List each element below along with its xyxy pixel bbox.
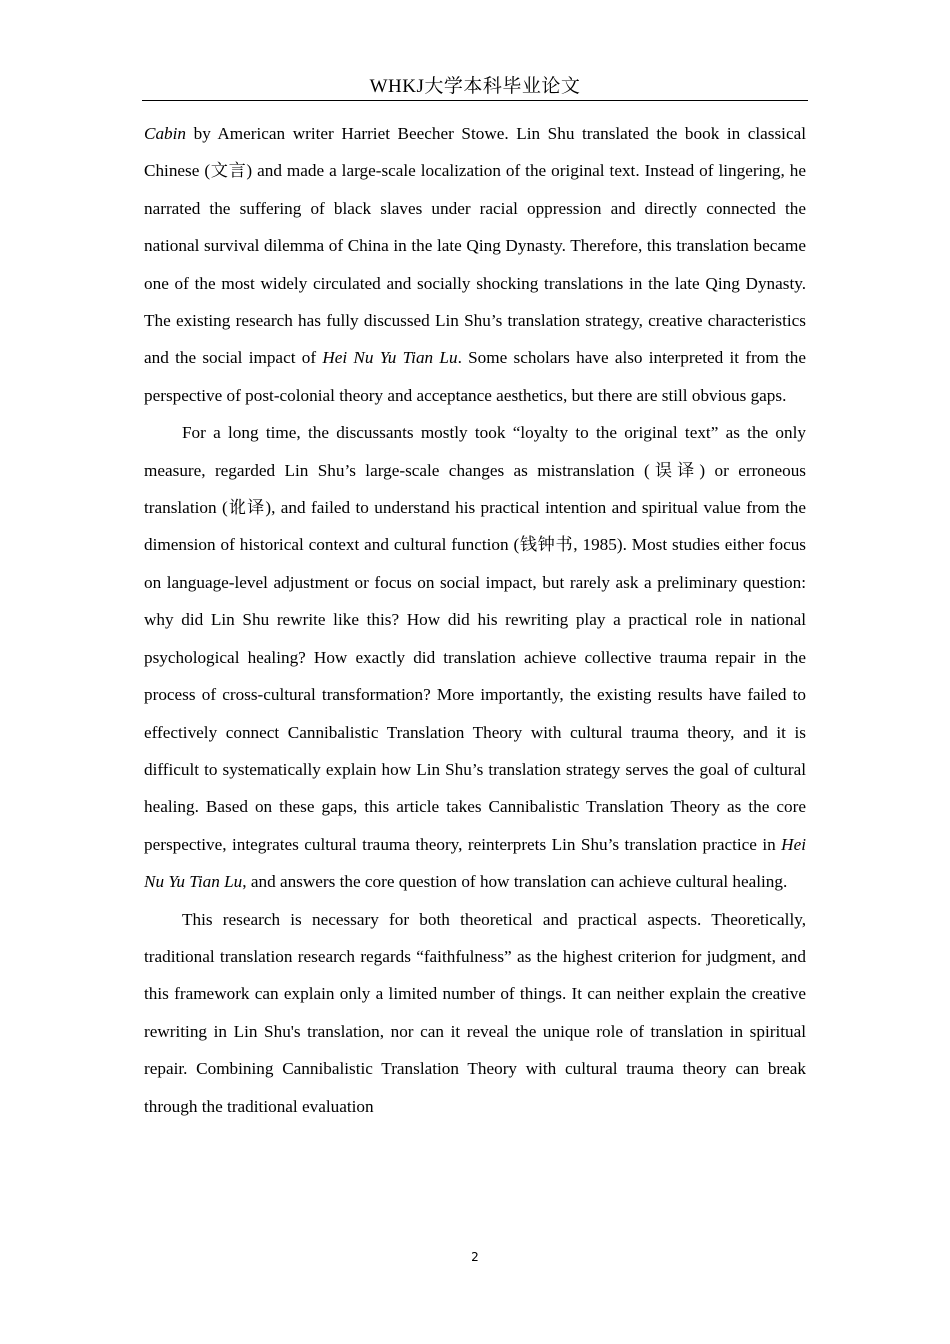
text-run: For a long time, the discussants mostly took “loyalty to the original text” as the only measure, regarded Lin Shu’s large-scale changes as mistranslation (误译) or erroneous translation (讹译), and failed to understand his practical intention and spiritual value from the dimension of historical context and cultural function (钱钟书, 1985). Most studies either focus on language-level adjustment or focus on social impact, but rarely ask a preliminary question: why did Lin Shu rewrite like this? How did his rewriting play a practical role in national psychological healing? How exactly did translation achieve collective trauma repair in the process of cross-cultural transformation? More importantly, the existing results have failed to effectively connect Cannibalistic Translation Theory with cultural trauma theory, and it is difficult to systematically explain how Lin Shu’s translation strategy serves the goal of cultural healing. Based on these gaps, this article takes Cannibalistic Translation Theory as the core perspective, integrates cultural trauma theory, reinterprets Lin Shu’s translation practice in bbox=[144, 423, 806, 854]
text-run: , and answers the core question of how translation can achieve cultural healing. bbox=[242, 872, 788, 892]
book-title: Hei Nu Yu Tian Lu bbox=[322, 348, 458, 368]
paragraph-2 bbox=[144, 414, 806, 900]
page-number: 2 bbox=[471, 1250, 479, 1264]
body-text bbox=[144, 115, 806, 1125]
text-run: This research is necessary for both theoretical and practical aspects. Theoretically, traditional translation research regards “faithfulness” as the highest criterion for judgment, and this framework can explain only a limited number of things. It can neither explain the creative rewriting in Lin Shu's translation, nor can it reveal the unique role of translation in spiritual repair. Combining Cannibalistic Translation Theory with cultural trauma theory can break through the traditional evaluation bbox=[144, 909, 806, 1116]
header-divider bbox=[142, 100, 808, 101]
paragraph-3 bbox=[144, 901, 806, 1125]
book-title: Hei Nu Yu Tian Lu bbox=[144, 834, 806, 892]
page-header-title: WHKJ大学本科毕业论文 bbox=[369, 76, 581, 97]
text-run: . Some scholars have also interpreted it from the perspective of post-colonial theory and acceptance aesthetics, but there are still obvious gaps. bbox=[144, 348, 806, 405]
text-run: by American writer Harriet Beecher Stowe. Lin Shu translated the book in classical Chinese (文言) and made a large-scale localization of the original text. Instead of lingering, he narrated the suffering of black slaves under racial oppression and directly connected the national survival dilemma of China in the late Qing Dynasty. Therefore, this translation became one of the most widely circulated and socially shocking translations in the late Qing Dynasty. The existing research has fully discussed Lin Shu’s translation strategy, creative characteristics and the social impact of bbox=[144, 124, 806, 368]
book-title-fragment: Cabin bbox=[144, 124, 187, 143]
paragraph-1 bbox=[144, 115, 806, 414]
